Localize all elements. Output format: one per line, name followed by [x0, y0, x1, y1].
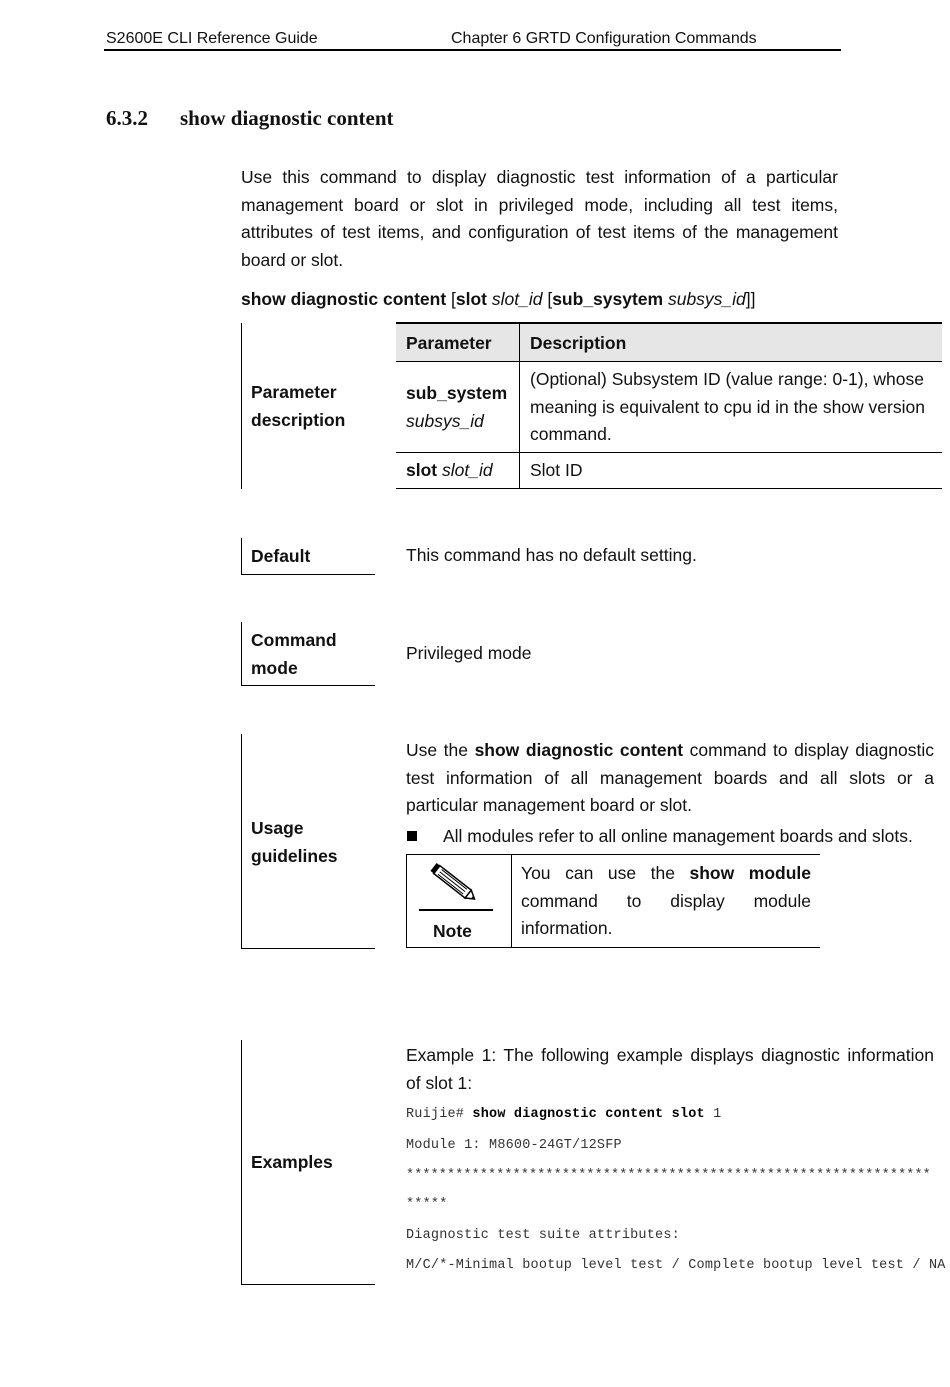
note-line-1 — [521, 860, 811, 888]
param-name-bold: sub_system — [406, 383, 508, 403]
section-number: 6.3.2 — [106, 106, 148, 130]
param-label-line-2: description — [251, 410, 346, 430]
code-line-3: **************************************************************** — [406, 1168, 931, 1183]
mode-label-line-1: Command — [251, 630, 337, 650]
section-title: show diagnostic content — [180, 106, 394, 130]
mode-text: Privileged mode — [406, 643, 532, 663]
usage-label-underline — [241, 948, 375, 949]
param-label-rule — [241, 323, 242, 489]
usage-line-1 — [406, 737, 934, 765]
examples-label-rule — [241, 1040, 242, 1284]
param-label — [251, 378, 345, 434]
note-line-1-bold: show module — [689, 863, 811, 883]
usage-line-1-pre: Use the — [406, 740, 475, 760]
command-syntax — [241, 289, 756, 310]
syntax-bracket-2: [ — [542, 289, 553, 309]
param-desc-line-2: meaning is equivalent to cpu id in the show version — [530, 396, 925, 417]
intro-line-3: attributes of test items, and configuration of test items of the management — [241, 222, 838, 242]
code-line-5: Diagnostic test suite attributes: — [406, 1228, 680, 1243]
header-guide-title: S2600E CLI Reference Guide — [106, 30, 318, 47]
syntax-bracket-1: [ — [446, 289, 456, 309]
code-command: show diagnostic content slot — [472, 1107, 705, 1122]
param-table-col-rule — [519, 323, 520, 489]
note-bottom-rule — [406, 947, 820, 948]
syntax-sub-arg: subsys_id — [663, 289, 746, 309]
code-line-1 — [406, 1107, 721, 1122]
usage-label-line-1: Usage — [251, 818, 304, 838]
usage-line-1-post: command to display diagnostic — [683, 740, 934, 760]
default-text: This command has no default setting. — [406, 545, 697, 565]
code-line-6: M/C/*-Minimal bootup level test / Complete bootup level test / NA — [406, 1258, 946, 1273]
intro-line-1: Use this command to display diagnostic test information of a particular — [241, 167, 838, 187]
syntax-bracket-3: ]] — [745, 289, 756, 309]
note-line-3: information. — [521, 918, 613, 938]
syntax-sub-keyword: sub_sysytem — [552, 289, 664, 309]
examples-intro-line-1: Example 1: The following example displays diagnostic information — [406, 1045, 934, 1065]
param-desc-line-3: command. — [530, 424, 612, 444]
note-line-1-pre: You can use the — [521, 863, 690, 883]
code-argument: 1 — [704, 1107, 722, 1122]
usage-paragraph — [406, 737, 934, 820]
intro-paragraph — [241, 164, 838, 274]
header-chapter-title: Chapter 6 GRTD Configuration Commands — [451, 30, 757, 47]
mode-label-underline — [241, 685, 375, 686]
intro-line-2: management board or slot in privileged mode, including all test items, — [241, 194, 838, 215]
code-line-4: ***** — [406, 1197, 448, 1212]
param-table-bottom-rule — [396, 488, 942, 489]
param-row-subsystem-desc — [530, 366, 935, 449]
usage-bullet-text: All modules refer to all online management boards and slots. — [443, 826, 913, 846]
param-row-slot-name — [406, 457, 493, 485]
syntax-slot-keyword: slot — [455, 289, 488, 309]
examples-intro — [406, 1042, 934, 1097]
param-slot-bold: slot — [406, 460, 438, 480]
note-label-rule — [419, 909, 493, 911]
param-col-header: Parameter — [406, 333, 492, 353]
usage-label-rule — [241, 734, 242, 948]
note-text — [521, 860, 811, 943]
mode-label-rule — [241, 622, 242, 685]
code-line-2: Module 1: M8600-24GT/12SFP — [406, 1138, 622, 1153]
note-label: Note — [433, 921, 472, 941]
default-label-underline — [241, 574, 375, 575]
note-divider-rule — [511, 854, 512, 947]
examples-intro-line-2: of slot 1: — [406, 1072, 473, 1093]
mode-label — [251, 626, 337, 682]
intro-line-4: board or slot. — [241, 249, 344, 270]
param-row-slot-desc: Slot ID — [530, 460, 583, 480]
usage-label — [251, 814, 338, 870]
header-rule — [104, 49, 841, 51]
param-table-row-rule — [396, 452, 942, 453]
pencil-note-icon — [426, 860, 482, 906]
default-label: Default — [251, 546, 311, 566]
param-table-top-rule — [396, 322, 942, 324]
note-line-2: command to display module — [521, 890, 811, 911]
param-label-line-1: Parameter — [251, 382, 337, 402]
usage-line-3: particular management board or slot. — [406, 795, 692, 815]
syntax-command: show diagnostic content — [241, 289, 447, 309]
param-slot-italic: slot_id — [442, 460, 493, 480]
syntax-slot-arg: slot_id — [487, 289, 543, 309]
param-desc-line-1: (Optional) Subsystem ID (value range: 0-1), whose — [530, 369, 924, 389]
default-label-rule — [241, 538, 242, 574]
param-name-italic: subsys_id — [406, 410, 484, 431]
note-left-rule — [406, 854, 407, 947]
code-prompt: Ruijie# — [406, 1107, 473, 1122]
examples-label: Examples — [251, 1152, 333, 1172]
param-table-header-rule — [396, 361, 942, 362]
param-row-subsystem-name — [406, 380, 507, 435]
mode-label-line-2: mode — [251, 658, 298, 678]
usage-line-1-bold: show diagnostic content — [474, 740, 684, 760]
bullet-square-icon — [407, 831, 417, 841]
note-top-rule — [406, 854, 820, 855]
usage-line-2: test information of all management boards and all slots or a — [406, 767, 934, 788]
description-col-header: Description — [530, 333, 627, 353]
usage-label-line-2: guidelines — [251, 846, 338, 866]
examples-label-underline — [241, 1284, 375, 1285]
